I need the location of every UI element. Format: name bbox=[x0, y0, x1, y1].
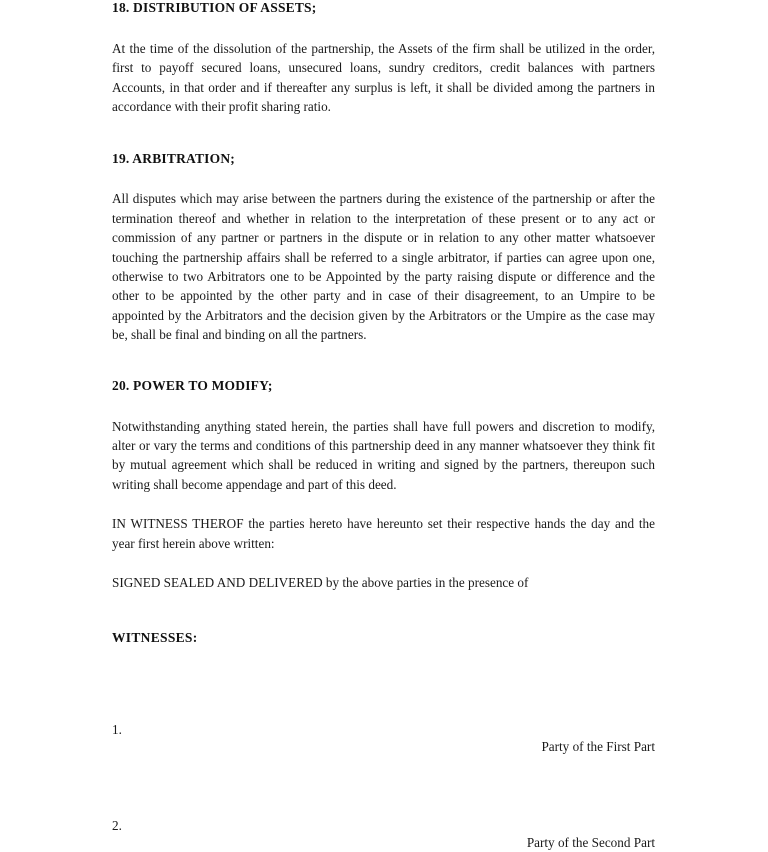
execution-clause: SIGNED SEALED AND DELIVERED by the above parties in the presence of bbox=[112, 574, 529, 590]
section-power-to-modify bbox=[112, 378, 655, 495]
witness-clause: IN WITNESS THEROF the parties hereto have hereunto set their respective hands the day and the year first herein above written: bbox=[112, 516, 655, 551]
witnesses-heading: WITNESSES: bbox=[112, 630, 198, 646]
section-distribution-of-assets bbox=[112, 0, 655, 117]
section-heading-20: 20. POWER TO MODIFY; bbox=[112, 377, 273, 393]
signature-block-second-part bbox=[112, 816, 655, 850]
document-body bbox=[112, 0, 655, 850]
party-label-second-part: Party of the Second Part bbox=[526, 834, 655, 850]
section-heading-18: 18. DISTRIBUTION OF ASSETS; bbox=[112, 0, 317, 15]
section-arbitration bbox=[112, 151, 655, 345]
party-label-first-part: Party of the First Part bbox=[541, 739, 655, 755]
witness-number-2: 2. bbox=[112, 817, 122, 833]
section-heading-19: 19. ARBITRATION; bbox=[112, 150, 235, 166]
section-20-paragraph-1: Notwithstanding anything stated herein, the parties shall have full powers and discretion to modify, alter or vary the terms and conditions of this partnership deed in any manner whatsoever they think fit by mutual agreement which shall be reduced in writing and signed by the partners, thereupon such writing shall become appendage and part of this deed. bbox=[112, 418, 655, 492]
witness-number-1: 1. bbox=[112, 722, 122, 738]
section-19-paragraph-1: All disputes which may arise between the partners during the existence of the partnership or after the termination thereof and whether in relation to the interpretation of these present or to any act or commission of any partner or partners in the dispute or in relation to any other matter whatsoever touching the partnership affairs shall be referred to a single arbitrator, if parties can agree upon one, otherwise to two Arbitrators one to be Appointed by the party raising dispute or difference and the other to be appointed by the other party and in case of their disagreement, to an Umpire to be appointed by the Arbitrators and the decision given by the Arbitrators or the Umpire as the case may be, shall be final and binding on all the partners. bbox=[112, 191, 655, 343]
signature-block-first-part bbox=[112, 720, 655, 755]
section-18-paragraph-1: At the time of the dissolution of the partnership, the Assets of the firm shall be utilized in the order, first to payoff secured loans, unsecured loans, sundry creditors, credit balances with partners Accounts, in that order and if thereafter any surplus is left, it shall be divided among the partners in accordance with their profit sharing ratio. bbox=[112, 40, 655, 115]
